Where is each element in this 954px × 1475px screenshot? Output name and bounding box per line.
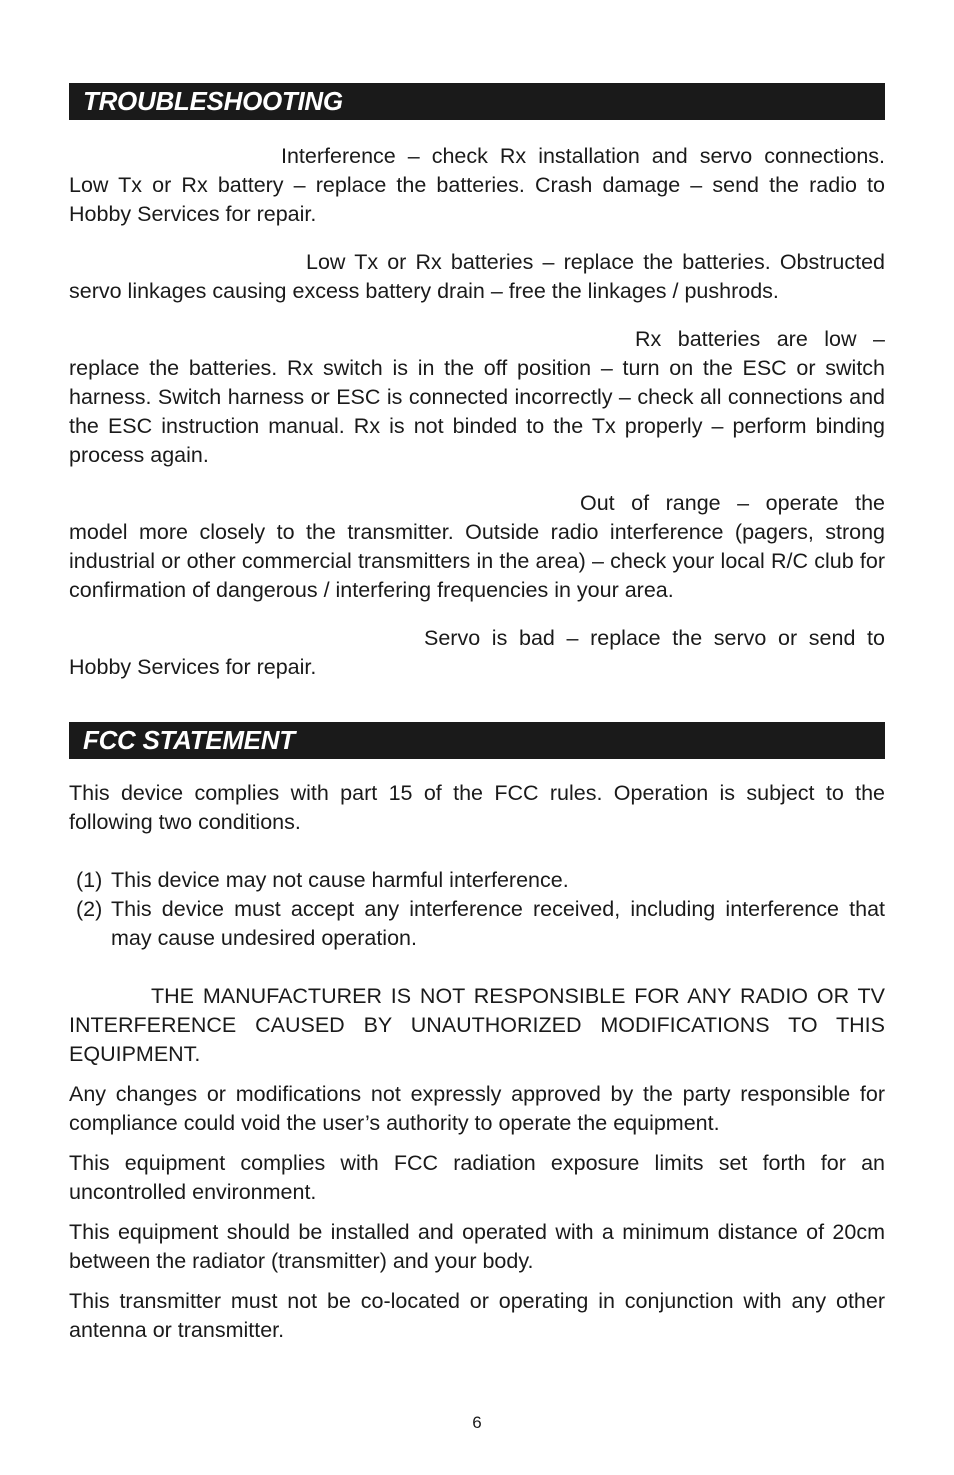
fcc-conditions-list xyxy=(69,866,885,953)
troubleshooting-item: Servo is bad – replace the servo or send to Hobby Services for repair. xyxy=(69,626,885,679)
condition-text: This device must accept any interference received, including interference that may cause undesired operation. xyxy=(111,897,885,950)
fcc-statement-heading: FCC STATEMENT xyxy=(69,722,885,759)
fcc-intro: This device complies with part 15 of the FCC rules. Operation is subject to the following two conditions. xyxy=(69,781,885,834)
fcc-condition xyxy=(69,895,885,953)
fcc-paragraph: This equipment complies with FCC radiation exposure limits set forth for an uncontrolled environment. xyxy=(69,1151,885,1204)
manual-page xyxy=(69,0,885,1345)
condition-text: This device may not cause harmful interference. xyxy=(111,868,569,892)
troubleshooting-item: Interference – check Rx installation and servo connections. Low Tx or Rx battery – replace the batteries. Crash damage – send the radio to Hobby Services for repair. xyxy=(69,144,885,226)
troubleshooting-item: Low Tx or Rx batteries – replace the batteries. Obstructed servo linkages causing excess battery drain – free the linkages / pushrods. xyxy=(69,250,885,303)
troubleshooting-item: Out of range – operate the model more closely to the transmitter. Outside radio interference (pagers, strong industrial or other commercial transmitters in the area) – check your local R/C club for confirmation of dangerous / interfering frequencies in your area. xyxy=(69,491,885,602)
page-number: 6 xyxy=(472,1413,482,1432)
fcc-paragraph: Any changes or modifications not expressly approved by the party responsible for compliance could void the user’s authority to operate the equipment. xyxy=(69,1082,885,1135)
fcc-paragraph: This transmitter must not be co-located or operating in conjunction with any other antenna or transmitter. xyxy=(69,1289,885,1342)
troubleshooting-item: Rx batteries are low – replace the batteries. Rx switch is in the off position – turn on the ESC or switch harness. Switch harness or ESC is connected incorrectly – check all connections and the ESC instruction manual. Rx is not binded to the Tx properly – perform binding process again. xyxy=(69,327,885,467)
fcc-paragraph: This equipment should be installed and operated with a minimum distance of 20cm between the radiator (transmitter) and your body. xyxy=(69,1220,885,1273)
condition-number: (2) xyxy=(76,897,103,921)
troubleshooting-heading: TROUBLESHOOTING xyxy=(69,83,885,120)
condition-number: (1) xyxy=(76,868,103,892)
fcc-condition xyxy=(69,866,885,895)
fcc-warning: THE MANUFACTURER IS NOT RESPONSIBLE FOR ANY RADIO OR TV INTERFERENCE CAUSED BY UNAUTHORIZED MODIFICATIONS TO THIS EQUIPMENT. xyxy=(69,984,885,1066)
